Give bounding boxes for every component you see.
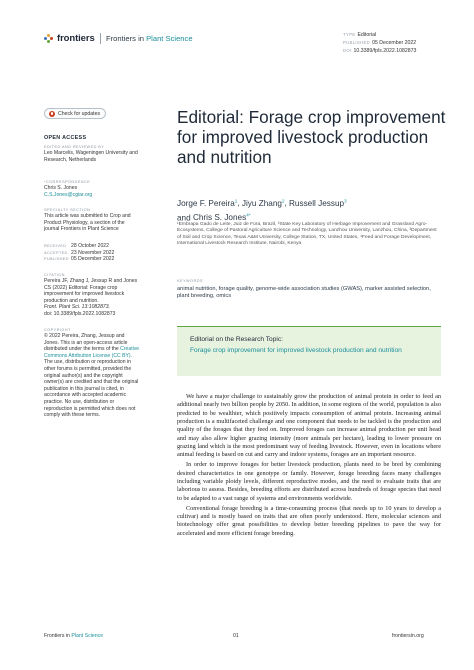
research-topic-link[interactable]: Forage crop improvement for improved livestock production and nutrition (190, 347, 402, 354)
article-dates: RECEIVED 28 October 2022 ACCEPTED 23 November 2022 PUBLISHED 05 December 2022 (44, 243, 115, 263)
correspondence: *CORRESPONDENCE Chris S. Jones C.S.Jones@cgiar.org (44, 179, 140, 198)
paragraph: In order to improve forages for better livestock production, plants need to be bred by combining desired characteristics in one genotype or family. However, forage breeding faces many challenges including variable ploidy levels, different reproductive modes, and the need to evaluate traits that are laborious to assess. Besides, breeding efforts are distributed across hundreds of forage species that need to be adapted to a vast range of systems and environments worldwide. (177, 461, 441, 502)
affiliations: ¹Embrapa Gado de Leite, Juiz de Fora, Brazil, ²State Key Laboratory of Herbage Improvement and Grassland Agro-Ecosystems, College of Pastoral Agriculture Science and Technology, Lanzhou University, Lanzhou, China, ³Department of Soil and Crop Science, Texas A&M University, College Station, TX, United States, ⁴Feed and Forage Development, International Livestock Research Institute, Nairobi, Kenya (177, 222, 437, 247)
keywords: animal nutrition, forage quality, genome-wide association studies (GWAS), marker assisted selection, plant breeding, omics (177, 286, 431, 300)
paragraph: Conventional forage breeding is a time-consuming process (that needs up to 10 years to develop a cultivar) and is mostly based on traits that are often poorly understood. Here, molecular sciences and biotechnology offer great possibilities to develop better breeding pipelines to pave the way for accelerated and more efficient forage breeding. (177, 504, 441, 537)
meta-published: PUBLISHED 05 December 2022 (343, 40, 417, 46)
meta-type: TYPE Editorial (343, 32, 377, 38)
cc-by-license-link[interactable]: Creative Commons Attribution License (CC BY). (44, 346, 140, 359)
author[interactable]: Chris S. Jones$^{4*}$ (192, 212, 251, 223)
open-access-label: OPEN ACCESS (44, 135, 87, 141)
copyright: COPYRIGHT © 2022 Pereira, Zhang, Jessup and Jones. This is an open-access article distributed under the terms of the Creative Commons Attribution License (CC BY). The use, distribution or reproduction in other forums is permitted, provided the original author(s) and the copyright owner(s) are credited and that the original publication in this journal is cited, in accordance with accepted academic practice. No use, distribution or reproduction is permitted which does not comply with these terms. (44, 327, 140, 419)
edited-by: EDITED AND REVIEWED BY Leo Marcelis, Wageningen University and Research, Netherlands (44, 144, 138, 163)
author[interactable]: Jorge F. Pereira$^1$ (177, 198, 238, 208)
article-body (177, 393, 441, 540)
frontiers-logo-icon (44, 34, 53, 43)
brand-name: frontiers (57, 33, 95, 44)
check-for-updates-button[interactable]: Check for updates (44, 108, 106, 119)
check-updates-icon (49, 111, 55, 117)
paragraph: We have a major challenge to sustainably grow the production of animal protein in order to feed an additional nearly two billion people by 2050. In addition, in some regions of the world, population is also predicted to be wealthier, which positively impacts consumption of animal protein. Increasing animal production is a multifaceted challenge and one component that needs to be tackled is the production and quality of the forages that they feed on. Improved forages can increase animal production per unit head and may also allow higher grazing intensity (more animals per hectare), leading to lower pressure on grazing land which is the most predominant way of feeding livestock. However, even in locations where animal feeding is based on cut and carry and indoor systems, forages are an important resource. (177, 393, 441, 459)
meta-doi: DOI 10.3389/fpls.2022.1082873 (343, 48, 417, 54)
article-title: Editorial: Forage crop improvement for improved livestock production and nutrition (177, 107, 446, 167)
author-list: Jorge F. Pereira$^1$, Jiyu Zhang$^2$, Russell Jessup$^3$ and Chris S. Jones$^{4*}$ (177, 198, 347, 223)
author[interactable]: Jiyu Zhang$^2$ (241, 198, 285, 208)
article-meta (343, 31, 416, 55)
citation: CITATION Pereira JF, Zhang J, Jessup R and Jones CS (2022) Editorial: Forage crop improvement for improved livestock production and nutrition. Front. Plant Sci. 13:1082873. doi: 10.3389/fpls.2022.1082873 (44, 272, 138, 317)
page-number: 01 (233, 633, 239, 639)
journal-name[interactable]: Frontiers in Plant Science (106, 34, 193, 43)
footer-journal: Frontiers in Plant Science (44, 633, 104, 639)
research-topic-heading: Editorial on the Research Topic: (190, 336, 283, 343)
keywords-heading: KEYWORDS (177, 278, 203, 283)
header-divider (100, 33, 101, 44)
specialty-section: SPECIALTY SECTION This article was submitted to Crop and Product Physiology, a section of the journal Frontiers in Plant Science (44, 207, 131, 233)
frontiers-logo[interactable] (44, 33, 95, 44)
author[interactable]: Russell Jessup$^3$ (289, 198, 347, 208)
footer-site-link[interactable]: frontiersin.org (392, 633, 424, 639)
correspondence-email[interactable]: C.S.Jones@cgiar.org (44, 191, 93, 198)
